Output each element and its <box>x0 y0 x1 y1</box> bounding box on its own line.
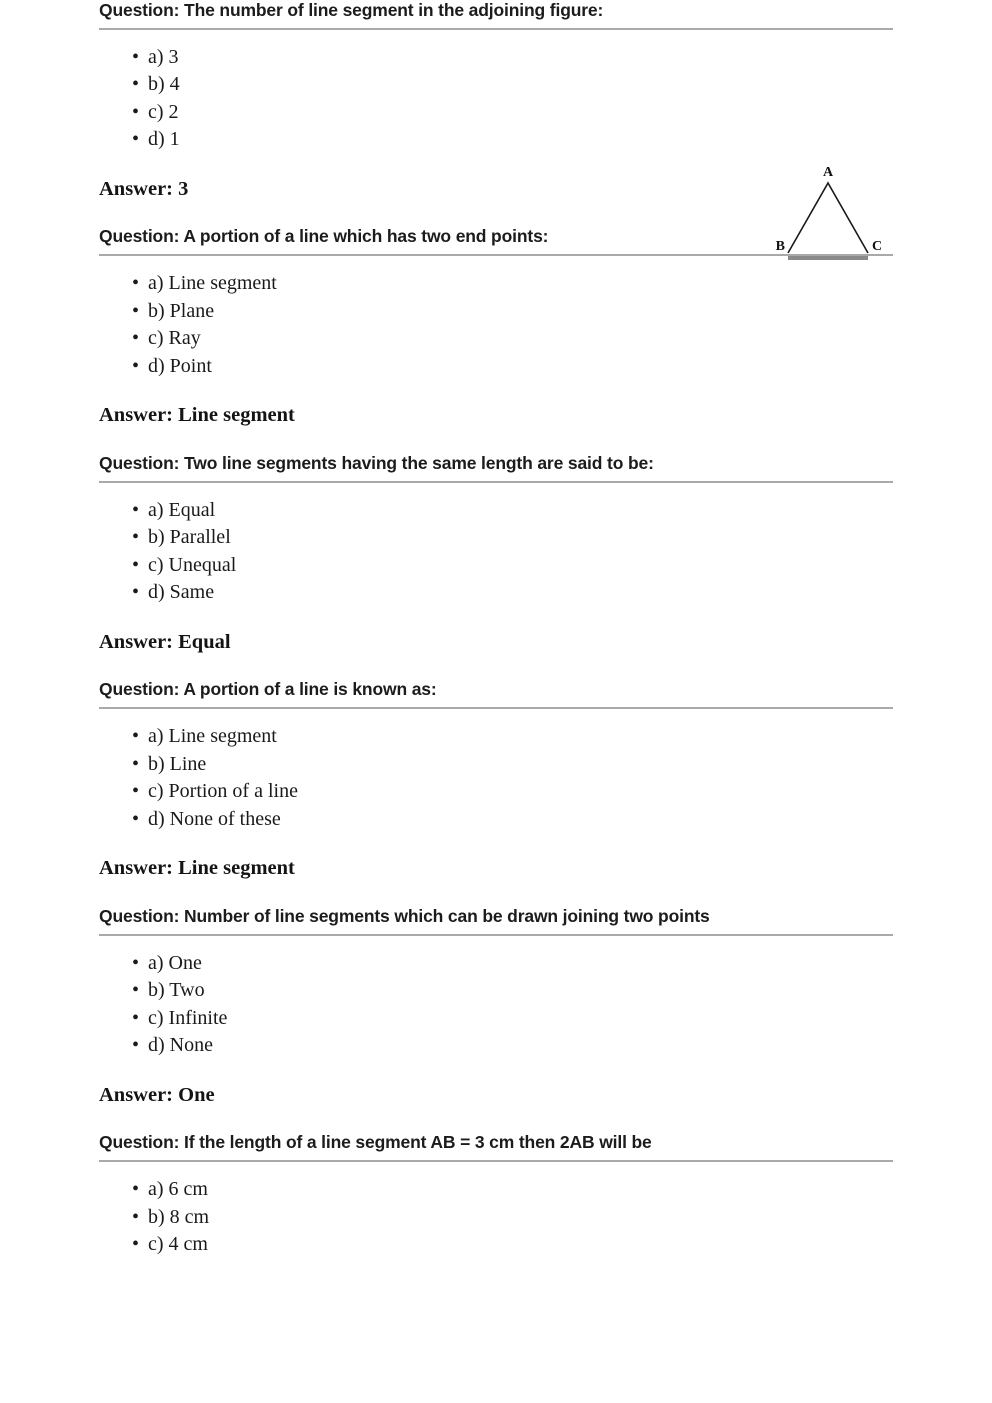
question-block <box>99 1132 893 1258</box>
bullet-icon: • <box>132 1006 140 1029</box>
bullet-icon: • <box>132 327 140 350</box>
bullet-icon: • <box>132 128 140 151</box>
option-label: d) Point <box>148 354 212 377</box>
question-heading: Question: A portion of a line which has two end points: <box>99 226 549 247</box>
block-spacer <box>99 1107 893 1132</box>
option-list <box>99 483 893 607</box>
answer-line: Answer: One <box>99 1083 215 1106</box>
bullet-icon: • <box>132 73 140 96</box>
bullet-icon: • <box>132 354 140 377</box>
bullet-icon: • <box>132 581 140 604</box>
bullet-icon: • <box>132 725 140 748</box>
answer-line: Answer: Equal <box>99 630 231 653</box>
option-list <box>99 30 893 154</box>
option-item[interactable] <box>99 71 893 99</box>
option-item[interactable] <box>99 1231 893 1259</box>
option-label: a) One <box>148 951 202 974</box>
option-item[interactable] <box>99 950 893 978</box>
option-label: a) Line segment <box>148 725 277 748</box>
bullet-icon: • <box>132 1233 140 1256</box>
bullet-icon: • <box>132 45 140 68</box>
bullet-icon: • <box>132 752 140 775</box>
option-item[interactable] <box>99 977 893 1005</box>
bullet-icon: • <box>132 979 140 1002</box>
bullet-icon: • <box>132 1034 140 1057</box>
option-item[interactable] <box>99 1176 893 1204</box>
question-block <box>99 906 893 1107</box>
option-item[interactable] <box>99 1005 893 1033</box>
block-spacer <box>99 428 893 453</box>
question-heading: Question: Number of line segments which can be drawn joining two points <box>99 905 710 926</box>
option-label: a) 3 <box>148 45 179 68</box>
option-label: a) Line segment <box>148 272 277 295</box>
option-label: d) Same <box>148 581 215 604</box>
option-label: b) 8 cm <box>148 1205 210 1228</box>
option-label: b) 4 <box>148 73 180 96</box>
option-label: b) Plane <box>148 299 215 322</box>
triangle-figure <box>770 155 910 265</box>
bullet-icon: • <box>132 951 140 974</box>
option-item[interactable] <box>99 325 893 353</box>
option-item[interactable] <box>99 1204 893 1232</box>
option-item[interactable] <box>99 751 893 779</box>
bullet-icon: • <box>132 1178 140 1201</box>
question-block <box>99 679 893 880</box>
bullet-icon: • <box>132 272 140 295</box>
option-label: d) 1 <box>148 128 180 151</box>
option-item[interactable] <box>99 579 893 607</box>
vertex-label-b: B <box>775 239 785 254</box>
answer-line: Answer: Line segment <box>99 857 295 880</box>
block-spacer <box>99 654 893 679</box>
option-label: c) 2 <box>148 100 179 123</box>
option-list <box>99 936 893 1060</box>
option-list <box>99 1162 893 1259</box>
option-list <box>99 256 893 380</box>
vertex-label-c: C <box>872 239 883 254</box>
option-label: c) Unequal <box>148 553 237 576</box>
option-label: c) 4 cm <box>148 1233 208 1256</box>
option-item[interactable] <box>99 44 893 72</box>
option-label: b) Parallel <box>148 526 231 549</box>
question-heading: Question: If the length of a line segment AB = 3 cm then 2AB will be <box>99 1132 652 1153</box>
option-item[interactable] <box>99 126 893 154</box>
option-label: a) Equal <box>148 498 216 521</box>
option-item[interactable] <box>99 778 893 806</box>
option-label: d) None <box>148 1034 213 1057</box>
triangle-svg <box>770 155 910 265</box>
question-heading: Question: Two line segments having the same length are said to be: <box>99 452 654 473</box>
option-item[interactable] <box>99 806 893 834</box>
bullet-icon: • <box>132 780 140 803</box>
bullet-icon: • <box>132 553 140 576</box>
bullet-icon: • <box>132 299 140 322</box>
bullet-icon: • <box>132 498 140 521</box>
option-label: a) 6 cm <box>148 1178 208 1201</box>
answer-line: Answer: 3 <box>99 177 189 200</box>
option-item[interactable] <box>99 270 893 298</box>
bullet-icon: • <box>132 1205 140 1228</box>
option-item[interactable] <box>99 353 893 381</box>
option-item[interactable] <box>99 1032 893 1060</box>
option-item[interactable] <box>99 552 893 580</box>
question-block <box>99 453 893 654</box>
option-item[interactable] <box>99 497 893 525</box>
option-list <box>99 709 893 833</box>
option-item[interactable] <box>99 99 893 127</box>
option-item[interactable] <box>99 723 893 751</box>
bullet-icon: • <box>132 100 140 123</box>
question-heading: Question: The number of line segment in the adjoining figure: <box>99 0 604 20</box>
option-label: c) Portion of a line <box>148 780 298 803</box>
option-label: c) Ray <box>148 327 201 350</box>
triangle-edges <box>788 183 868 253</box>
question-heading: Question: A portion of a line is known as: <box>99 679 437 700</box>
answer-line: Answer: Line segment <box>99 404 295 427</box>
bullet-icon: • <box>132 807 140 830</box>
option-label: b) Two <box>148 979 205 1002</box>
option-label: b) Line <box>148 752 207 775</box>
vertex-label-a: A <box>822 165 834 180</box>
bullet-icon: • <box>132 526 140 549</box>
option-item[interactable] <box>99 524 893 552</box>
block-spacer <box>99 881 893 906</box>
option-label: d) None of these <box>148 807 281 830</box>
option-item[interactable] <box>99 298 893 326</box>
option-label: c) Infinite <box>148 1006 228 1029</box>
